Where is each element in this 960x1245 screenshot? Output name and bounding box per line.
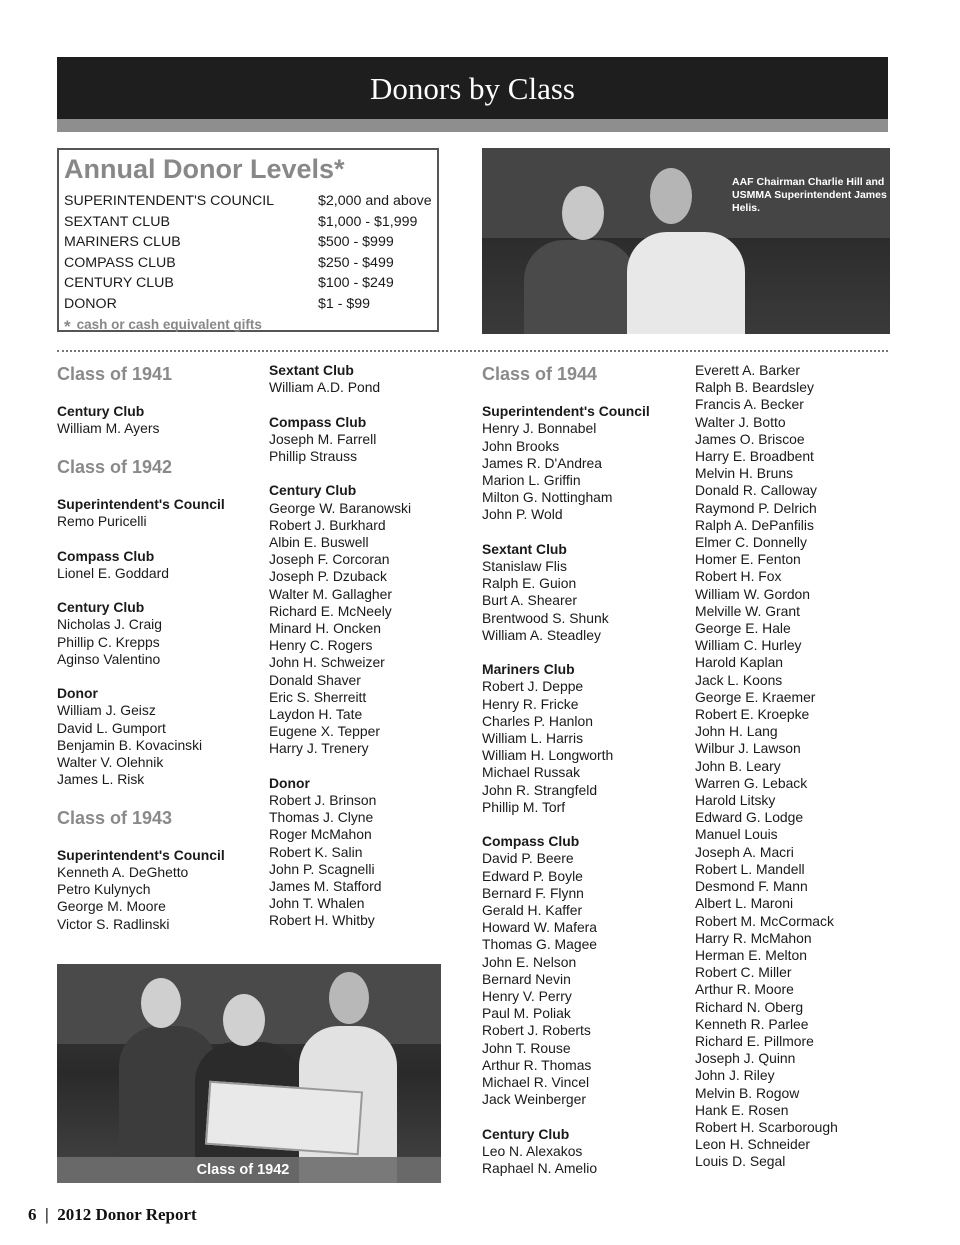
spacer	[482, 524, 650, 541]
donor-name: Leo N. Alexakos	[482, 1142, 583, 1159]
donor-name: Jack Weinberger	[482, 1091, 586, 1108]
class-heading: Class of 1941	[57, 364, 173, 384]
donor-name: Arthur R. Thomas	[482, 1056, 592, 1073]
donor-level-name: COMPASS CLUB	[64, 254, 176, 271]
donor-level-row	[64, 191, 437, 212]
donor-name: Harold Kaplan	[695, 654, 784, 671]
donor-level-amount: $100 - $249	[318, 275, 394, 292]
giving-level-heading: Century Club	[269, 482, 357, 499]
giving-level-heading: Superintendent's Council	[57, 495, 225, 512]
donor-level-name: SUPERINTENDENT'S COUNCIL	[64, 193, 275, 209]
donor-name: Thomas G. Magee	[482, 936, 598, 953]
donor-name: Joseph P. Dzuback	[269, 568, 387, 585]
donor-level-name: CENTURY CLUB	[64, 275, 174, 292]
donor-name: Edward G. Lodge	[695, 809, 804, 826]
donor-name: Michael R. Vincel	[482, 1074, 590, 1091]
donor-level-row	[64, 273, 437, 294]
donor-name: John Brooks	[482, 437, 560, 454]
donor-name: Victor S. Radlinski	[57, 915, 170, 932]
donor-name: Harold Litsky	[695, 792, 776, 809]
donor-name: David P. Beere	[482, 850, 574, 867]
donor-level-row	[64, 212, 437, 233]
donor-name: George E. Hale	[695, 620, 791, 637]
donor-name: Aginso Valentino	[57, 650, 161, 667]
donor-name: Nicholas J. Craig	[57, 616, 162, 633]
donor-name: John P. Scagnelli	[269, 860, 375, 877]
giving-level-heading: Superintendent's Council	[57, 846, 225, 863]
donor-name: Harry J. Trenery	[269, 740, 369, 757]
photo-top-caption: AAF Chairman Charlie Hill and USMMA Superintendent James Helis.	[732, 176, 887, 214]
donor-name: Minard H. Oncken	[269, 620, 381, 637]
donor-name: Roger McMahon	[269, 826, 372, 843]
donor-column-1	[57, 362, 225, 933]
giving-level-heading: Century Club	[57, 403, 145, 420]
donor-name: Robert M. McCormack	[695, 912, 834, 929]
donor-name: Milton G. Nottingham	[482, 489, 613, 506]
giving-level-heading: Mariners Club	[482, 661, 575, 678]
donor-name: Stanislaw Flis	[482, 558, 567, 574]
donor-name: Albin E. Buswell	[269, 534, 369, 550]
donor-name: John J. Riley	[695, 1067, 775, 1084]
donor-name: Eugene X. Tepper	[269, 723, 380, 740]
donor-name: James R. D'Andrea	[482, 454, 602, 471]
donor-name: William H. Longworth	[482, 747, 614, 764]
photo-chairman-superintendent	[482, 148, 890, 334]
person-right-head	[650, 168, 692, 224]
donor-name: Louis D. Segal	[695, 1153, 786, 1170]
report-title: 2012 Donor Report	[57, 1205, 197, 1224]
spacer	[269, 465, 411, 482]
donor-name: George E. Kraemer	[695, 688, 816, 705]
donor-name: Henry V. Perry	[482, 988, 572, 1005]
page-banner-title: Donors by Class	[57, 57, 888, 119]
donor-name: Harry R. McMahon	[695, 929, 812, 946]
donor-level-name: SEXTANT CLUB	[64, 213, 170, 230]
donor-name: Burt A. Shearer	[482, 592, 577, 609]
class-heading: Class of 1942	[57, 456, 173, 477]
banner-strip	[57, 119, 888, 132]
giving-level-heading: Donor	[57, 685, 98, 702]
donor-name: George M. Moore	[57, 898, 166, 915]
donor-name: Brentwood S. Shunk	[482, 609, 609, 626]
spacer	[269, 396, 411, 413]
donor-level-amount: $2,000 and above	[318, 193, 432, 209]
donor-name: John P. Wold	[482, 506, 563, 523]
donor-name: Henry C. Rogers	[269, 637, 373, 654]
donor-name: John T. Whalen	[269, 895, 365, 912]
spacer	[57, 438, 225, 455]
donor-name: Jack L. Koons	[695, 671, 783, 688]
donor-name: Robert J. Brinson	[269, 792, 377, 809]
donor-name: Donald R. Calloway	[695, 482, 817, 499]
donor-level-amount: $250 - $499	[318, 254, 394, 271]
giving-level-heading: Compass Club	[482, 833, 580, 850]
donor-name: Joseph J. Quinn	[695, 1050, 796, 1067]
person-left-suit	[524, 240, 636, 334]
page-footer	[28, 1205, 197, 1225]
donor-name: Desmond F. Mann	[695, 878, 808, 895]
donor-name: Henry J. Bonnabel	[482, 420, 597, 437]
donor-name: John H. Lang	[695, 723, 778, 740]
donor-name: William A. Steadley	[482, 626, 601, 643]
donor-levels-title: Annual Donor Levels*	[64, 154, 345, 184]
spacer	[269, 758, 411, 775]
donor-name: John H. Schweizer	[269, 654, 385, 671]
donor-name: Herman E. Melton	[695, 946, 807, 963]
giving-level-heading: Century Club	[482, 1125, 570, 1142]
donor-name: Robert C. Miller	[695, 964, 792, 981]
donor-name: Howard W. Mafera	[482, 919, 598, 936]
donor-name: Albert L. Maroni	[695, 895, 794, 912]
donor-name: Francis A. Becker	[695, 396, 804, 413]
donor-name: Robert H. Scarborough	[695, 1118, 838, 1135]
donor-name: Walter J. Botto	[695, 413, 786, 430]
donor-name: Wilbur J. Lawson	[695, 740, 801, 757]
caption-text: Class of 1942	[196, 1162, 290, 1178]
donor-name: Joseph A. Macri	[695, 843, 794, 860]
donor-column-3	[482, 362, 650, 1177]
photo-bottom-caption	[57, 1157, 441, 1183]
donor-name: Phillip M. Torf	[482, 798, 566, 815]
spacer	[57, 530, 225, 547]
donor-name: Arthur R. Moore	[695, 981, 794, 998]
donor-name: Laydon H. Tate	[269, 706, 363, 723]
donor-name: William W. Gordon	[695, 585, 811, 602]
spacer	[482, 816, 650, 833]
donor-name: Leon H. Schneider	[695, 1136, 811, 1153]
donor-name: John R. Strangfeld	[482, 781, 598, 798]
spacer	[482, 644, 650, 661]
donor-name: Elmer C. Donnelly	[695, 534, 807, 551]
donor-name: Robert J. Roberts	[482, 1022, 591, 1039]
donor-name: Petro Kulynych	[57, 881, 151, 898]
donor-level-amount: $1,000 - $1,999	[318, 213, 418, 230]
donor-name: Michael Russak	[482, 764, 581, 781]
donor-name: Melville W. Grant	[695, 602, 800, 619]
donor-name: Melvin B. Rogow	[695, 1084, 800, 1101]
spacer	[482, 1108, 650, 1125]
donor-name: Harry E. Broadbent	[695, 448, 814, 465]
donor-name: Robert L. Mandell	[695, 860, 805, 877]
donor-level-row	[64, 253, 437, 274]
donor-name: Charles P. Hanlon	[482, 712, 593, 729]
donor-name: Homer E. Fenton	[695, 551, 801, 568]
donor-name: Remo Puricelli	[57, 513, 147, 530]
donor-name: Ralph A. DePanfilis	[695, 516, 814, 533]
donor-name: William A.D. Pond	[269, 379, 381, 396]
donor-name: Marion L. Griffin	[482, 472, 581, 488]
footer-separator: |	[45, 1205, 49, 1224]
giving-level-heading: Donor	[269, 774, 310, 791]
spacer	[57, 830, 225, 847]
person-right-head	[329, 972, 369, 1024]
donor-name: Hank E. Rosen	[695, 1101, 789, 1118]
donor-name: Raymond P. Delrich	[695, 499, 817, 516]
donor-name: Raphael N. Amelio	[482, 1160, 598, 1177]
donor-name: Joseph F. Corcoran	[269, 551, 390, 568]
person-right-uniform	[627, 232, 745, 334]
donor-name: Robert K. Salin	[269, 843, 363, 860]
donor-name: Benjamin B. Kovacinski	[57, 736, 203, 753]
donor-name: Robert H. Fox	[695, 568, 782, 585]
donor-name: Kenneth R. Parlee	[695, 1015, 809, 1032]
donor-name: Donald Shaver	[269, 671, 361, 688]
donor-levels-note	[64, 316, 437, 336]
donor-name: Thomas J. Clyne	[269, 809, 374, 826]
donor-level-name: MARINERS CLUB	[64, 234, 181, 251]
donor-name: Phillip C. Krepps	[57, 633, 160, 650]
donor-name: David L. Gumport	[57, 719, 166, 736]
person-center-head	[223, 994, 265, 1046]
donor-name: William M. Ayers	[57, 420, 160, 437]
giving-level-heading: Compass Club	[269, 413, 367, 430]
spacer	[482, 386, 650, 403]
donor-name: John T. Rouse	[482, 1039, 571, 1056]
donor-name: Robert J. Deppe	[482, 678, 584, 695]
class-heading: Class of 1944	[482, 364, 598, 384]
photo-class-of-1942	[57, 964, 441, 1183]
donor-name: Manuel Louis	[695, 826, 778, 843]
donor-name: Richard E. McNeely	[269, 602, 392, 619]
donor-name: Henry R. Fricke	[482, 695, 579, 712]
donor-name: Melvin H. Bruns	[695, 465, 794, 482]
donor-name: William L. Harris	[482, 730, 584, 747]
spacer	[57, 479, 225, 496]
spacer	[57, 788, 225, 805]
donor-name: Ralph B. Beardsley	[695, 379, 814, 396]
donor-level-row	[64, 294, 437, 315]
spacer	[57, 668, 225, 685]
donor-name: William J. Geisz	[57, 702, 156, 719]
donor-level-name: DONOR	[64, 295, 117, 312]
donor-level-row	[64, 232, 437, 253]
donor-levels-box	[57, 148, 439, 336]
donor-name: Robert H. Whitby	[269, 912, 375, 929]
donor-name: Gerald H. Kaffer	[482, 902, 583, 919]
dotted-divider	[57, 350, 888, 352]
donor-name: James L. Risk	[57, 771, 145, 788]
donor-name: Warren G. Leback	[695, 774, 808, 791]
donor-name: Phillip Strauss	[269, 448, 358, 464]
donor-name: Kenneth A. DeGhetto	[57, 863, 189, 880]
donor-name: Bernard Nevin	[482, 970, 571, 987]
donor-name: Eric S. Sherreitt	[269, 688, 367, 705]
spacer	[57, 582, 225, 599]
donor-name: James M. Stafford	[269, 878, 382, 895]
person-left-head	[562, 186, 604, 240]
donor-name: John B. Leary	[695, 757, 781, 774]
donor-name: Robert J. Burkhard	[269, 516, 386, 533]
asterisk-mark: *	[64, 316, 71, 336]
page-number: 6	[28, 1205, 37, 1224]
donor-name: James O. Briscoe	[695, 430, 805, 447]
class-heading: Class of 1943	[57, 807, 173, 828]
donor-name: Richard E. Pillmore	[695, 1032, 814, 1049]
note-text: cash or cash equivalent gifts	[76, 316, 262, 332]
oversized-check	[205, 1081, 363, 1156]
donor-column-2	[269, 362, 411, 930]
donor-name: Bernard F. Flynn	[482, 884, 584, 901]
donor-level-amount: $500 - $999	[318, 234, 394, 251]
donor-column-4	[695, 362, 838, 1171]
giving-level-heading: Superintendent's Council	[482, 403, 650, 420]
donor-name: Joseph M. Farrell	[269, 430, 377, 447]
donor-name: Ralph E. Guion	[482, 575, 577, 592]
giving-level-heading: Sextant Club	[269, 362, 354, 378]
donor-name: William C. Hurley	[695, 637, 802, 654]
donor-levels-table	[64, 191, 437, 315]
donor-name: George W. Baranowski	[269, 499, 412, 516]
spacer	[57, 386, 225, 403]
donor-name: Everett A. Barker	[695, 362, 800, 378]
giving-level-heading: Compass Club	[57, 547, 155, 564]
donor-name: Paul M. Poliak	[482, 1005, 571, 1022]
donor-level-amount: $1 - $99	[318, 295, 371, 312]
person-left-head	[141, 978, 181, 1028]
giving-level-heading: Century Club	[57, 599, 145, 616]
donor-name: Richard N. Oberg	[695, 998, 804, 1015]
giving-level-heading: Sextant Club	[482, 540, 567, 557]
donor-name: Robert E. Kroepke	[695, 706, 810, 723]
donor-name: John E. Nelson	[482, 953, 577, 970]
donor-name: Walter M. Gallagher	[269, 585, 392, 602]
donor-name: Walter V. Olehnik	[57, 753, 164, 770]
donor-name: Lionel E. Goddard	[57, 564, 169, 581]
donor-name: Edward P. Boyle	[482, 867, 583, 884]
